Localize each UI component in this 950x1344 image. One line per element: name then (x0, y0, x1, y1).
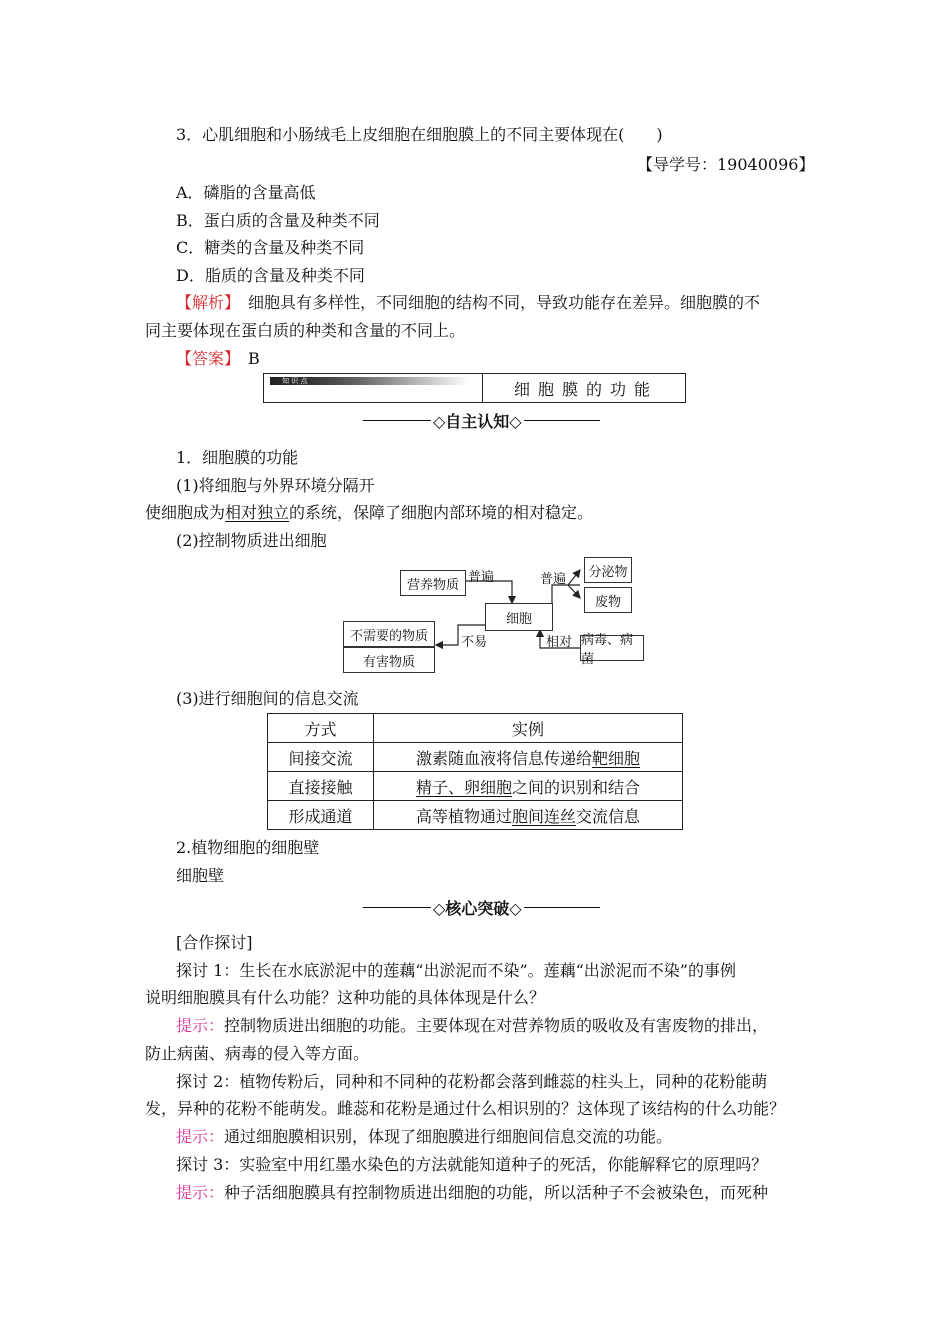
hint-3 (176, 1180, 768, 1203)
communication-table (267, 713, 683, 830)
table-header-mode: 方式 (268, 714, 374, 743)
section-heading-2 (363, 896, 600, 919)
box-waste: 废物 (584, 587, 632, 613)
hint-label: 提示： (176, 1183, 225, 1202)
arrow-to-secretion (568, 570, 580, 585)
banner-title: 细胞膜的功能 (514, 380, 659, 399)
option-d: D．脂质的含量及种类不同 (176, 266, 365, 285)
arrow-to-waste (568, 585, 580, 598)
label-relative: 相对 (546, 635, 573, 650)
heading-rule-left (363, 907, 431, 908)
label-common-2: 普遍 (540, 572, 567, 587)
separate-text (145, 500, 593, 523)
label-common-1: 普遍 (468, 570, 495, 585)
table-cell-example: 精子、卵细胞之间的识别和结合 (374, 772, 683, 801)
knowledge-banner (263, 373, 686, 403)
hint-text: 控制物质进出细胞的功能。主要体现在对营养物质的吸收及有害废物的排出， (224, 1016, 769, 1035)
hint-2 (176, 1124, 672, 1147)
option-c: C．糖类的含量及种类不同 (176, 238, 365, 257)
separate-text-b: 的系统，保障了细胞内部环境的相对稳定。 (289, 503, 594, 522)
discussion-1-line-1: 探讨 1：生长在水底淤泥中的莲藕“出淤泥而不染”。莲藕“出淤泥而不染”的事例 (176, 961, 736, 980)
hint-text: 通过细胞膜相识别，体现了细胞膜进行细胞间信息交流的功能。 (224, 1127, 673, 1146)
option-b: B．蛋白质的含量及种类不同 (176, 211, 380, 230)
hint-text: 种子活细胞膜具有控制物质进出细胞的功能，所以活种子不会被染色，而死种 (224, 1183, 769, 1202)
knowledge-tag: 知 识 点 (282, 377, 308, 385)
table-cell-example: 激素随血液将信息传递给靶细胞 (374, 743, 683, 772)
section-heading-1 (363, 409, 600, 432)
section-heading-text: ◇自主认知◇ (433, 412, 522, 431)
box-secretion: 分泌物 (584, 557, 632, 583)
table-cell-mode: 形成通道 (268, 801, 374, 830)
table-cell-mode: 间接交流 (268, 743, 374, 772)
guide-number: 【导学号：19040096】 (637, 155, 815, 174)
discussion-3: 探讨 3：实验室中用红墨水染色的方法就能知道种子的死活，你能解释它的原理吗？ (176, 1155, 768, 1174)
cooperation-label: [合作探讨] (176, 933, 253, 952)
hint-1-line-1 (176, 1013, 768, 1036)
box-cell: 细胞 (485, 603, 553, 631)
table-header-example: 实例 (374, 714, 683, 743)
analysis-label: 【解析】 (176, 293, 233, 312)
analysis-line-1 (176, 290, 760, 313)
subheading-control: (2)控制物质进出细胞 (176, 531, 327, 550)
answer-line (176, 346, 260, 369)
hint-label: 提示： (176, 1016, 225, 1035)
discussion-2-line-2: 发，异种的花粉不能萌发。雌蕊和花粉是通过什么相识别的？这体现了该结构的什么功能？ (145, 1099, 786, 1118)
analysis-line-2: 同主要体现在蛋白质的种类和含量的不同上。 (145, 321, 466, 340)
section-heading-text: ◇核心突破◇ (433, 899, 522, 918)
heading-rule-left (363, 420, 431, 421)
table-row (268, 772, 683, 801)
heading-rule-right (524, 420, 600, 421)
discussion-2-line-1: 探讨 2：植物传粉后，同种和不同种的花粉都会落到雌蕊的柱头上，同种的花粉能萌 (176, 1072, 768, 1091)
question-stem: 3．心肌细胞和小肠绒毛上皮细胞在细胞膜上的不同主要体现在( ) (176, 125, 663, 144)
box-virus: 病毒、病菌 (580, 635, 644, 661)
banner-divider (482, 374, 483, 402)
answer-label: 【答案】 (176, 349, 233, 368)
hint-1-line-2: 防止病菌、病毒的侵入等方面。 (145, 1044, 370, 1063)
subheading-separate: (1)将细胞与外界环境分隔开 (176, 476, 375, 495)
heading-cell-wall: 2.植物细胞的细胞壁 (176, 838, 320, 857)
table-header-row (268, 714, 683, 743)
table-cell-mode: 直接接触 (268, 772, 374, 801)
label-hard: 不易 (461, 635, 488, 650)
box-harmful: 有害物质 (343, 647, 435, 673)
subheading-communication: (3)进行细胞间的信息交流 (176, 689, 359, 708)
separate-text-a: 使细胞成为 (145, 503, 226, 522)
heading-rule-right (524, 907, 600, 908)
answer-value: B (232, 349, 260, 368)
discussion-1-line-2: 说明细胞膜具有什么功能？这种功能的具体体现是什么？ (145, 988, 546, 1007)
cell-wall-text: 细胞壁 (176, 866, 225, 885)
table-row (268, 801, 683, 830)
hint-label: 提示： (176, 1127, 225, 1146)
separate-text-underlined: 相对独立 (225, 503, 290, 522)
option-a: A．磷脂的含量高低 (176, 183, 316, 202)
box-nutrients: 营养物质 (400, 570, 466, 596)
table-row (268, 743, 683, 772)
heading-cell-membrane-function: 1．细胞膜的功能 (176, 448, 299, 467)
table-cell-example: 高等植物通过胞间连丝交流信息 (374, 801, 683, 830)
analysis-text-1: 细胞具有多样性，不同细胞的结构不同，导致功能存在差异。细胞膜的不 (232, 293, 761, 312)
box-unneeded: 不需要的物质 (343, 621, 435, 647)
knowledge-tag-bar (270, 377, 470, 385)
